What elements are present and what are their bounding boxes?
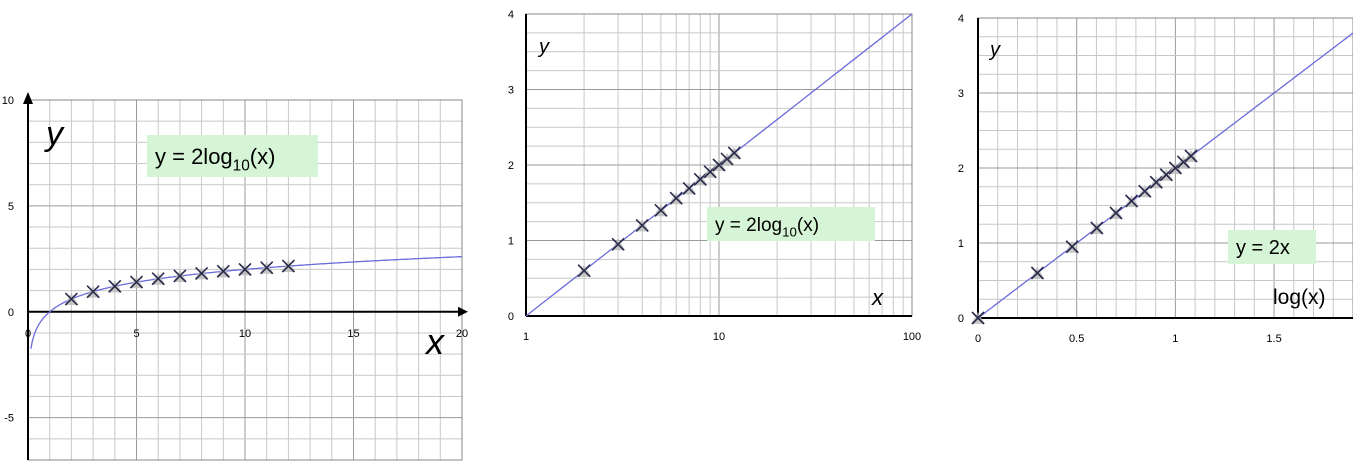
x-axis-label: log(x) — [1273, 286, 1326, 309]
chart-log-x-transformed — [958, 13, 1353, 345]
y-tick-label: 5 — [7, 200, 14, 213]
x-tick-label: 100 — [902, 331, 922, 343]
x-axis-arrow — [458, 307, 468, 317]
y-tick-label: 10 — [1, 95, 14, 107]
x-tick-label: 5 — [133, 328, 140, 340]
x-tick-label: 10 — [712, 331, 726, 343]
y-tick-label: 2 — [957, 163, 964, 175]
chart-linear-log-curve — [2, 92, 468, 460]
x-tick-label: 15 — [347, 328, 360, 340]
y-tick-label: 2 — [507, 160, 514, 172]
y-tick-label: -5 — [4, 412, 14, 425]
y-tick-label: 0 — [507, 311, 514, 323]
y-tick-label: 3 — [507, 84, 514, 97]
y-tick-label: 1 — [957, 238, 964, 250]
y-axis-label: y — [990, 39, 1000, 61]
y-tick-label: 4 — [507, 9, 514, 21]
x-axis-label: x — [872, 285, 883, 310]
x-tick-label: 1 — [522, 331, 530, 343]
x-axis-label: x — [426, 321, 444, 362]
x-tick-label: 0 — [24, 328, 32, 340]
x-tick-label: 20 — [455, 328, 469, 340]
x-tick-label: 1 — [1172, 333, 1179, 345]
y-axis-label: y — [539, 36, 549, 58]
equation-label: $y = 2\log_{10}(x)$ — [155, 143, 276, 175]
equation-label: $y = 2\log_{10}(x)$ — [715, 214, 820, 240]
equation-label: y = 2x — [1236, 237, 1290, 260]
y-axis-arrow — [23, 92, 33, 104]
y-tick-label: 4 — [957, 13, 964, 25]
y-axis-label: y — [46, 115, 63, 153]
y-tick-label: 0 — [7, 306, 14, 319]
y-tick-label: 1 — [507, 235, 514, 248]
x-tick-label: 0 — [974, 333, 982, 345]
y-tick-label: 0 — [957, 313, 964, 325]
x-tick-label: 1.5 — [1266, 333, 1282, 345]
y-tick-label: 3 — [957, 88, 964, 100]
x-tick-label: 10 — [238, 328, 252, 340]
x-tick-label: 0.5 — [1069, 333, 1085, 345]
chart-semilog-x — [508, 9, 921, 343]
